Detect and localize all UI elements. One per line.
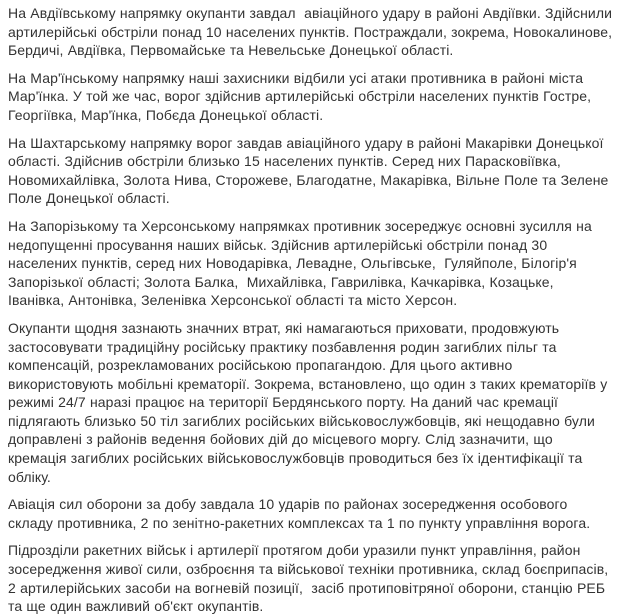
paragraph-zaporizhzhia-kherson-direction: На Запорізькому та Херсонському напрямках противник зосереджує основні зусилля на недопущенні просування наших військ. Здійснив артилерійські обстріли понад 30 населених пунктів, серед них Новодарівка, Левадне, Ольгівське, Гуляйполе, Білогір'я Запорізької області; Золота Балка, Михайлівка, Гаврилівка, Качкарівка, Козацьке, Іванівка, Антонівка, Зеленівка Херсонської області та місто Херсон. xyxy=(8,217,597,309)
paragraph-missile-artillery-strikes: Підрозділи ракетних військ і артилерії протягом доби уразили пункт управління, район зосередження живої сили, озброєння та військової техніки противника, склад боєприпасів, 2 артилерійських засоби на вогневій позиції, засіб протиповітряної оборони, станцію РЕБ та ще один важливий об'єкт окупантів. xyxy=(8,542,613,615)
paragraph-defence-aviation-strikes: Авіація сил оборони за добу завдала 10 ударів по районах зосередження особового складу противника, 2 по зенітно-ракетних комплексах та 1 по пункту управління ворога. xyxy=(8,496,591,531)
paragraph-marinka-direction: На Мар'їнському напрямку наші захисники відбили усі атаки противника в районі міста Мар'їнка. У той же час, ворог здійснив артилерійські обстріли населених пунктів Гостре, Георгіївка, Мар'їнка, Побєда Донецької області. xyxy=(8,69,596,123)
paragraph-shakhtarsk-direction: На Шахтарському напрямку ворог завдав авіаційного удару в районі Макарівки Донецької області. Здійснив обстріли близько 15 населених пунктів. Серед них Парасковіївка, Новомихайлівка, Золота Нива, Сторожеве, Благодатне, Макарівка, Вільне Поле та Зелене Поле Донецької області. xyxy=(8,134,613,207)
paragraph-occupier-losses-crematoria: Окупанти щодня зазнають значних втрат, які намагаються приховати, продовжують застосовувати традиційну російську практику позбавлення родин загиблих пільг та компенсацій, розрекламованих російською пропагандою. Для цього активно використовують мобільні крематорії. Зокрема, встановлено, що один з таких крематоріїв у режимі 24/7 наразі працює на території Бердянського порту. На даний час кремації підлягають близько 50 тіл загиблих російських військовослужбовців, які нещодавно були доправлені з районів ведення бойових дій до місцевого моргу. Слід зазначити, що кремація загиблих російських військовослужбовців проводиться без їх ідентифікації та обліку. xyxy=(8,319,612,485)
paragraph-avdiivka-direction: На Авдіївському напрямку окупанти завдал авіаційного удару в районі Авдіївки. Здійснили артилерійські обстріли понад 10 населених пунктів. Постраждали, зокрема, Новокалинове, Бердичі, Авдіївка, Первомайське та Невельське Донецької області. xyxy=(8,5,617,59)
